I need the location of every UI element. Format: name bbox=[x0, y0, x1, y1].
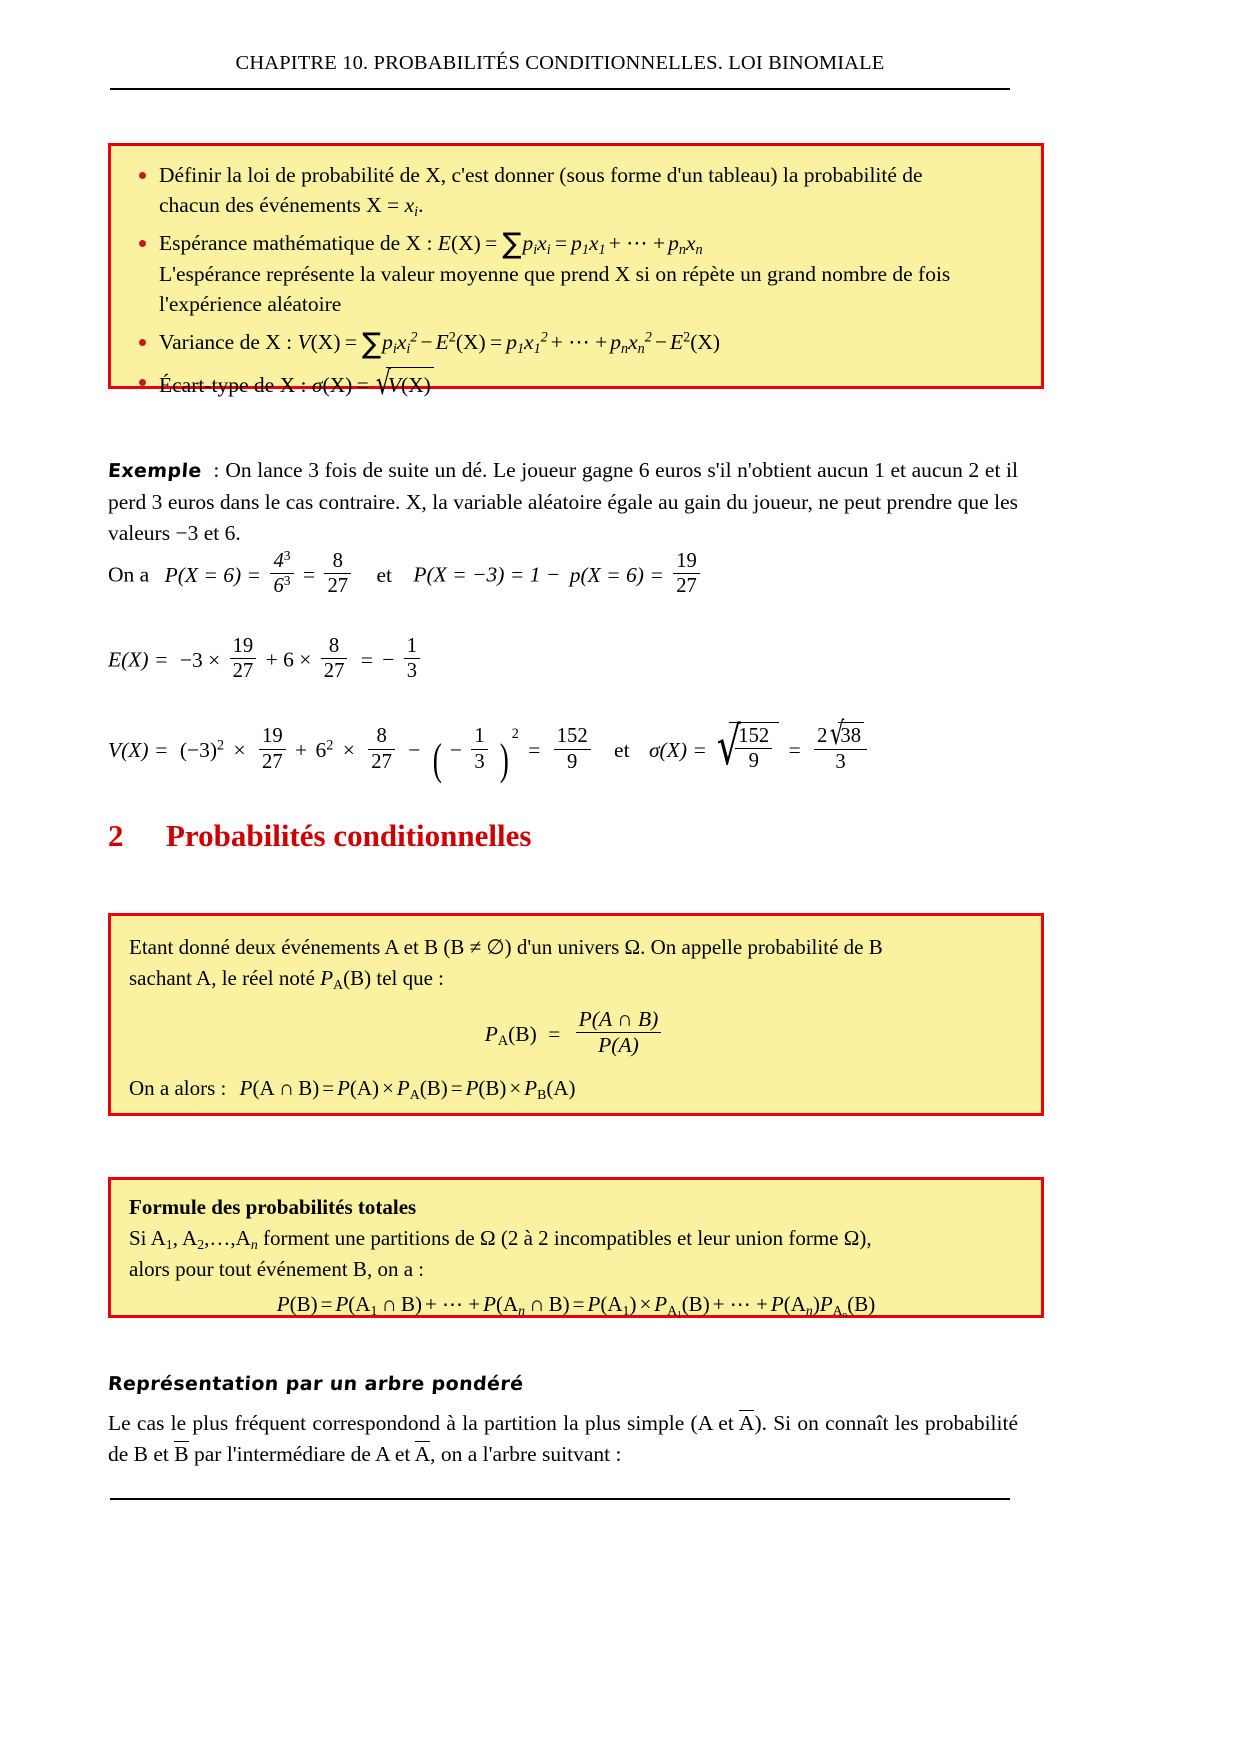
frac-den: 27 bbox=[259, 749, 286, 773]
tree-line2-part-b: par l'intermédiare de A et bbox=[188, 1442, 415, 1466]
frac-num: 152 bbox=[556, 725, 588, 748]
esperance-note: L'espérance représente la valeur moyenne que prend X si on répète un grand nombre de fois l'expérience aléatoire bbox=[159, 262, 951, 317]
subscript-2: 2 bbox=[197, 1236, 205, 1252]
left-paren: ( bbox=[432, 734, 442, 784]
tree-line2-part-a: probabilité de B et bbox=[108, 1411, 1019, 1466]
fraction-1-3 bbox=[467, 725, 491, 773]
bullet-esperance bbox=[121, 228, 1021, 319]
header-rule bbox=[110, 88, 1010, 90]
tree-line1-part-a: Le cas le plus fréquent correspondond à la partition la plus simple (A et bbox=[108, 1411, 739, 1435]
p-x6-label: P(X = 6) = bbox=[164, 562, 262, 587]
conjunction-et: et bbox=[376, 562, 392, 587]
product-rule-formula: P(A ∩ $B) = P(A) \times P_A(B) = P(B) \times P_B(A)$ bbox=[239, 1076, 576, 1103]
tree-line2-part-c: , on a l'arbre suitvant : bbox=[430, 1442, 622, 1466]
frac-num: 19 bbox=[676, 550, 697, 572]
p-argument: (B) bbox=[343, 966, 372, 990]
vx-term2: 6 bbox=[315, 737, 327, 762]
times-sign: × bbox=[342, 737, 355, 762]
line1-part-a: Si A bbox=[129, 1226, 166, 1250]
fraction-8-27 bbox=[317, 635, 352, 683]
radical-icon: √ bbox=[716, 716, 742, 778]
frac-num-base: 4 bbox=[273, 550, 284, 572]
frac-den-base: 6 bbox=[273, 575, 284, 598]
ecart-type-formula: σ(X) = √ V(X) bbox=[312, 373, 434, 397]
fraction-152-9 bbox=[550, 725, 595, 773]
section-title: Probabilités conditionnelles bbox=[166, 818, 532, 853]
frac-den-exp: 3 bbox=[283, 573, 291, 589]
frac-num: 1 bbox=[406, 635, 418, 657]
running-header: CHAPITRE 10. PROBABILITÉS CONDITIONNELLES. LOI BINOMIALE bbox=[235, 52, 885, 74]
frac-num: 8 bbox=[332, 550, 343, 572]
fraction-19-27 bbox=[255, 725, 290, 773]
frac-den: P(A) bbox=[576, 1032, 662, 1057]
bullet-dot-icon bbox=[139, 172, 146, 179]
equation-expected-value bbox=[108, 635, 424, 683]
plus-sign: + bbox=[295, 737, 308, 762]
conditional-line3-prefix: On a alors : bbox=[129, 1076, 227, 1101]
example-body: On lance 3 fois de suite un dé. Le joueur gagne 6 euros s'il n'obtient aucun 1 et aucun 2 et il perd 3 euros dans le cas contraire. X, la variable aléatoire égale au gain du joueur, ne peut prendre que les valeurs −3 et 6. bbox=[108, 458, 1018, 545]
bullet-text-line1: Définir la loi de probabilité de X, c'est donner (sous forme d'un tableau) la probabilité de bbox=[159, 163, 923, 187]
frac-num: 19 bbox=[232, 635, 254, 657]
radical-icon: √ bbox=[375, 364, 391, 403]
bullet-dot-icon bbox=[139, 339, 146, 346]
frac-den: 9 bbox=[735, 748, 772, 772]
vx-term1: (−3) bbox=[179, 737, 218, 762]
frac-num: 152 bbox=[738, 725, 770, 747]
frac-den: 27 bbox=[321, 658, 348, 682]
ex-term2: + 6 × bbox=[265, 647, 312, 672]
ona-prefix: On a bbox=[108, 562, 150, 587]
line1-part-c: ,…,A bbox=[204, 1226, 251, 1250]
paren-exponent: 2 bbox=[511, 725, 519, 742]
period: . bbox=[418, 193, 424, 217]
fraction-4cubed-6cubed bbox=[266, 547, 297, 598]
conditional-line2 bbox=[129, 963, 1021, 994]
subscript-n: n bbox=[250, 1236, 258, 1252]
p-subscript: A bbox=[333, 976, 344, 992]
minus-sign: − bbox=[382, 647, 395, 672]
right-paren: ) bbox=[499, 734, 509, 784]
fraction-19-27 bbox=[226, 635, 261, 683]
variance-label: Variance de X : bbox=[159, 330, 298, 355]
fraction-1-3 bbox=[400, 635, 424, 683]
formula-lhs bbox=[484, 1022, 537, 1050]
b-complement: B bbox=[174, 1442, 189, 1466]
tree-section-paragraph bbox=[108, 1408, 1018, 1470]
equals-sign: = bbox=[360, 647, 373, 672]
p-symbol: P bbox=[320, 966, 334, 990]
p-subscript: A bbox=[497, 1033, 509, 1050]
variable-x-sub-i: x bbox=[404, 193, 415, 217]
variance-formula: $V(X) = \sum p_ix_i^2 - E^2(X) = p_1x_1^2$ + ⋯ + $p_nx_n^2 - E^2(X)$ bbox=[297, 326, 721, 360]
sqrt-152-over-9 bbox=[712, 716, 779, 778]
line1-part-d: forment une partitions de Ω (2 à 2 incompatibles et leur union forme Ω), bbox=[257, 1226, 872, 1250]
fraction-pab-over-pa bbox=[572, 1008, 666, 1057]
sigma-lhs: σ(X) = bbox=[648, 737, 707, 762]
example-colon: : bbox=[213, 458, 220, 482]
total-probability-line1 bbox=[129, 1223, 1023, 1254]
radicand: 38 bbox=[838, 722, 864, 747]
bullet-text-line2-prefix: chacun des événements X = bbox=[159, 193, 405, 217]
p-argument: (B) bbox=[508, 1022, 537, 1047]
section-number: 2 bbox=[108, 818, 124, 853]
p-xminus3-label: P(X = −3) = 1 − bbox=[413, 562, 561, 587]
fraction-8-27 bbox=[320, 550, 355, 598]
equals-sign: = bbox=[302, 562, 316, 587]
a-complement-2: A bbox=[414, 1442, 431, 1466]
vx-term2-exp: 2 bbox=[326, 737, 334, 754]
frac-den: 27 bbox=[324, 573, 351, 597]
equals-sign-2: = bbox=[788, 737, 801, 762]
vx-term1-exp: 2 bbox=[217, 737, 225, 754]
tree-section-heading-wrap bbox=[108, 1373, 523, 1395]
esperance-label: Espérance mathématique de X : bbox=[159, 231, 438, 255]
coefficient: 2 bbox=[817, 725, 828, 748]
frac-num: 8 bbox=[328, 635, 340, 657]
conditional-line1: Etant donné deux événements A et B (B ≠ ∅) d'un univers Ω. On appelle probabilité de B bbox=[129, 935, 883, 959]
frac-num: 1 bbox=[474, 725, 485, 748]
conditional-line2-prefix: sachant A, le réel noté bbox=[129, 966, 321, 990]
conjunction-et: et bbox=[614, 737, 630, 762]
frac-den: 3 bbox=[404, 658, 420, 682]
frac-den: 27 bbox=[673, 573, 700, 597]
conditional-line2-suffix: tel que : bbox=[371, 966, 445, 990]
tree-section-heading: Représentation par un arbre pondéré bbox=[107, 1373, 525, 1395]
equals-sign: = bbox=[528, 737, 541, 762]
p-sub-a-of-b bbox=[320, 966, 371, 990]
conditional-formula bbox=[129, 1008, 1021, 1057]
total-probability-expression: $P(B) = P(A_1$ ∩ B) + ⋯ + $P(A_n$ ∩ $B) = P(A_1) \times P_{A_1}(B)$ + ⋯ + $P(A_n)P_{A_n}(B)$ bbox=[276, 1292, 876, 1320]
line1-part-b: , A bbox=[172, 1226, 198, 1250]
total-probability-line2: alors pour tout événement B, on a : bbox=[129, 1257, 425, 1281]
ex-lhs: E(X) = bbox=[108, 647, 169, 672]
total-probability-formula bbox=[129, 1289, 1023, 1320]
a-complement: A bbox=[738, 1411, 755, 1435]
conditional-probability-box bbox=[108, 913, 1044, 1116]
example-paragraph bbox=[108, 455, 1018, 549]
frac-num: P(A ∩ B) bbox=[578, 1007, 659, 1031]
p-symbol: P bbox=[484, 1022, 498, 1047]
ex-term1: −3 × bbox=[179, 647, 221, 672]
frac-den: 27 bbox=[230, 658, 257, 682]
fraction-8-27 bbox=[364, 725, 399, 773]
conditional-line3 bbox=[129, 1073, 1021, 1104]
frac-den: 9 bbox=[554, 749, 591, 773]
paren-minus: − bbox=[449, 737, 462, 762]
total-probability-title: Formule des probabilités totales bbox=[129, 1195, 417, 1219]
subscript-1: 1 bbox=[165, 1236, 173, 1252]
frac-num: 8 bbox=[376, 725, 387, 748]
frac-num: 19 bbox=[262, 725, 283, 748]
example-label: Exemple bbox=[107, 460, 203, 482]
frac-num-exp: 3 bbox=[283, 547, 291, 563]
vx-lhs: V(X) = bbox=[108, 737, 169, 762]
fraction-19-27 bbox=[669, 550, 704, 598]
esperance-formula: $E(X) = \sum p_ix_i = p_1x_1$ + ⋯ + $p_nx_n$ bbox=[437, 227, 703, 261]
frac-den: 3 bbox=[471, 749, 487, 773]
bullet-dot-icon bbox=[139, 240, 146, 247]
subscript-i: i bbox=[414, 203, 419, 220]
section-heading bbox=[108, 818, 531, 854]
equals-sign: = bbox=[548, 1022, 561, 1047]
p-x6-again: p(X = 6) = bbox=[569, 562, 664, 587]
definition-bullet-list bbox=[121, 160, 1021, 403]
footer-rule bbox=[110, 1498, 1010, 1500]
radical-icon: √ bbox=[830, 716, 845, 753]
definition-box bbox=[108, 143, 1044, 403]
bullet-dot-icon bbox=[139, 379, 146, 386]
equation-p-x bbox=[108, 547, 704, 598]
fraction-2sqrt38-3 bbox=[810, 716, 871, 773]
frac-num bbox=[814, 716, 867, 753]
bullet-variance bbox=[121, 327, 1021, 358]
frac-den: 27 bbox=[368, 749, 395, 773]
total-probability-box bbox=[108, 1177, 1044, 1318]
frac-den: 3 bbox=[814, 749, 867, 773]
bullet-loi-de-probabilite bbox=[121, 160, 1021, 220]
equation-variance bbox=[108, 716, 871, 784]
tree-line1-part-b: ). Si on connaît les bbox=[754, 1411, 919, 1435]
bullet-ecart-type bbox=[121, 364, 1021, 403]
times-sign: × bbox=[233, 737, 246, 762]
minus-sign: − bbox=[408, 737, 421, 762]
ecart-type-label: Écart-type de X : bbox=[159, 372, 312, 397]
